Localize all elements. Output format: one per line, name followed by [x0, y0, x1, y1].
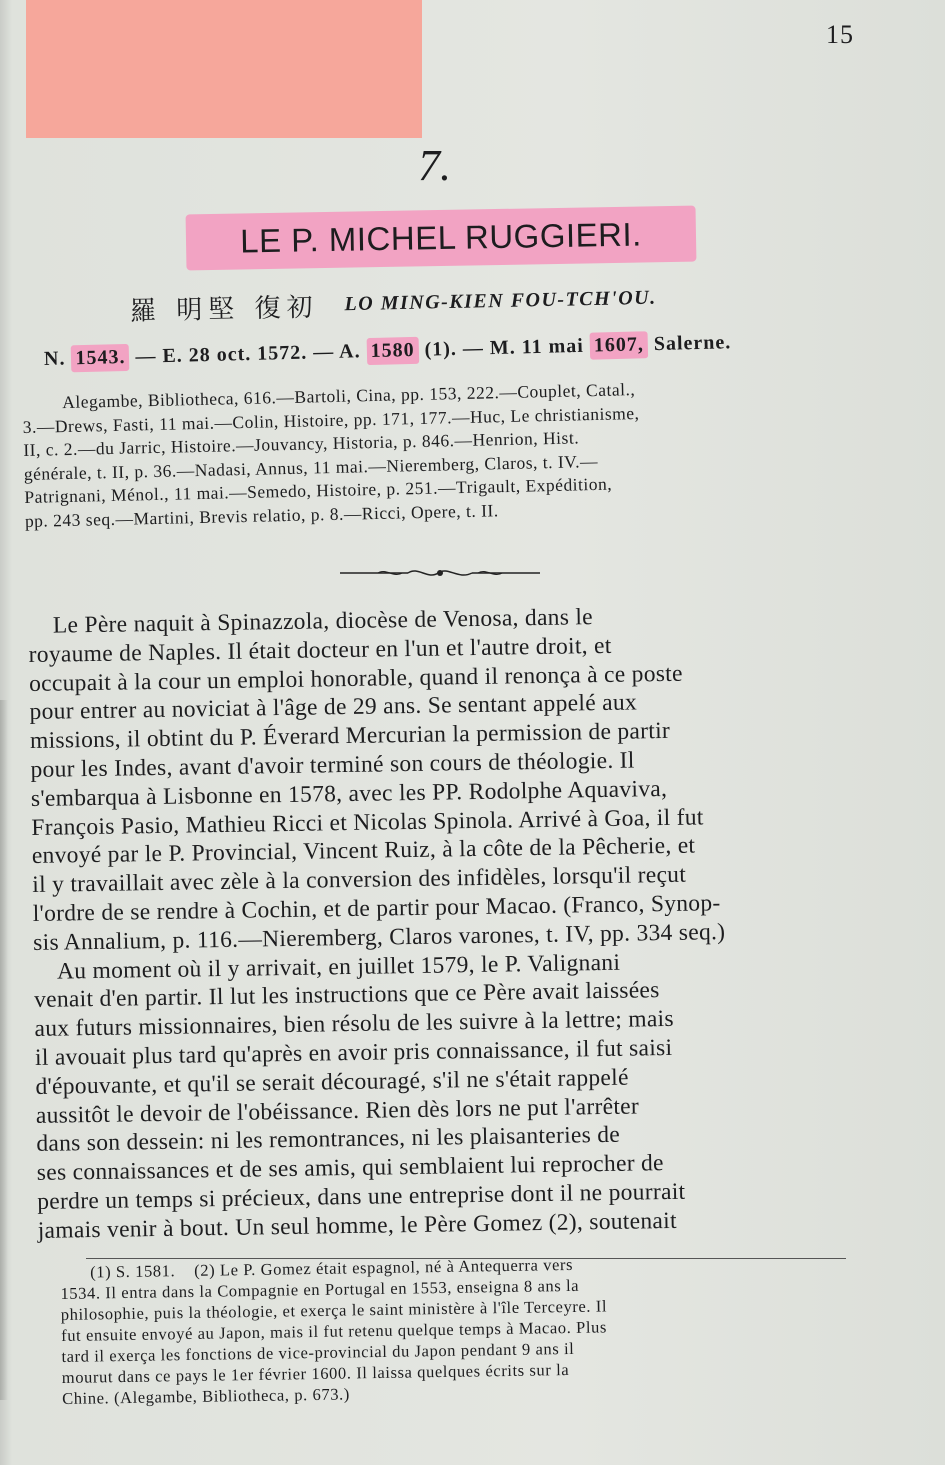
body-line: missions, il obtint du P. Éverard Mercurian la permission de partir — [29, 718, 671, 755]
body-line: François Pasio, Mathieu Ricci et Nicolas Spinola. Arrivé à Goa, il fut — [31, 803, 704, 841]
footnote-line: mourut dans ce pays le 1er février 1600. Il laissa quelques écrits sur la — [61, 1360, 570, 1387]
bibliography — [22, 373, 867, 533]
body-line: sis Annalium, p. 116.—Nieremberg, Claros varones, t. IV, pp. 334 seq.) — [32, 918, 726, 956]
body-line: d'épouvante, et qu'il se serait découragé, s'il ne s'était rappelé — [35, 1064, 629, 1100]
body-line: il avouait plus tard qu'après en avoir pris connaissance, il fut saisi — [34, 1034, 673, 1071]
body-line: royaume de Naples. Il était docteur en l'un et l'autre droit, et — [28, 632, 612, 668]
dates-line — [44, 322, 845, 376]
body-line: il y travaillait avec zèle à la conversion des infidèles, lorsqu'il reçut — [32, 861, 687, 899]
footnote-line: tard il exerça les fonctions de vice-provincial du Japon pendant 9 ans il — [61, 1338, 575, 1366]
arrival-year-highlight: 1580 — [366, 336, 419, 364]
body-line: l'ordre de se rendre à Cochin, et de partir pour Macao. (Franco, Synop- — [32, 890, 721, 927]
n-label: N. — [43, 346, 66, 370]
body-line: jamais venir à bout. Un seul homme, le Père Gomez (2), soutenait — [37, 1207, 678, 1244]
page-edge-shadow — [0, 700, 8, 1400]
body-line: venait d'en partir. Il lut les instructions que ce Père avait laissées — [33, 977, 660, 1014]
body-line: Le Père naquit à Spinazzola, diocèse de Venosa, dans le — [28, 604, 594, 639]
page-title: LE P. MICHEL RUGGIERI. — [186, 206, 697, 271]
body-line: aussitôt le devoir de l'obéissance. Rien dès lors ne put l'arrêter — [35, 1093, 640, 1129]
death-place: Salerne. — [653, 330, 732, 355]
body-line: s'embarqua à Lisbonne en 1578, avec les PP. Rodolphe Aquaviva, — [30, 775, 668, 812]
footnote-line: (1) S. 1581. (2) Le P. Gomez était espagnol, né à Antequerra vers — [90, 1254, 574, 1282]
death-year-highlight: 1607, — [589, 331, 648, 359]
name-row — [130, 275, 771, 328]
footnote-line: 1534. Il entra dans la Compagnie en Portugal en 1553, enseigna 8 ans la — [60, 1275, 580, 1303]
romanized-name: LO MING-KIEN FOU-TCH'OU. — [344, 286, 657, 315]
footnote-line: fut ensuite envoyé au Japon, mais il fut retenu quelque temps à Macao. Plus — [61, 1317, 608, 1345]
body-line: pour entrer au noviciat à l'âge de 29 ans. Se sentant appelé aux — [29, 689, 638, 726]
entry-date: — E. 28 oct. 1572. — A. — [135, 339, 361, 368]
footnote-line: Chine. (Alegambe, Bibliotheca, p. 673.) — [61, 1384, 351, 1408]
body-line: Au moment où il y arrivait, en juillet 1579, le P. Valignani — [33, 949, 621, 985]
body-text — [28, 599, 868, 1245]
n-value-highlight: 1543. — [71, 343, 130, 371]
body-line: perdre un temps si précieux, dans une entreprise dont il ne pourrait — [37, 1178, 686, 1215]
arrival-note: (1). — M. 11 mai — [424, 334, 585, 361]
biblio-line: II, c. 2.—du Jarric, Histoire.—Jouvancy, Historia, p. 846.—Henrion, Hist. — [23, 427, 580, 460]
biblio-line: générale, t. II, p. 36.—Nadasi, Annus, 11 mai.—Nieremberg, Claros, t. IV.— — [23, 450, 599, 484]
body-line: dans son dessein: ni les remontrances, ni les plaisanteries de — [36, 1122, 621, 1158]
ornament-divider — [338, 566, 542, 580]
footnotes — [60, 1249, 862, 1409]
sticky-note — [26, 0, 422, 138]
body-line: occupait à la cour un emploi honorable, quand il renonça à ce poste — [28, 660, 683, 697]
body-line: ses connaissances et de ses amis, qui semblaient lui reprocher de — [36, 1150, 664, 1187]
chinese-name: 羅 明堅 復初 — [129, 292, 319, 327]
body-line: aux futurs missionnaires, bien résolu de les suivre à la lettre; mais — [34, 1006, 675, 1043]
chapter-number: 7. — [418, 141, 451, 190]
footnote-line: philosophie, puis la théologie, et exerça le saint ministère à l'île Terceyre. Il — [60, 1296, 608, 1324]
biblio-line: Alegambe, Bibliotheca, 616.—Bartoli, Cina, pp. 153, 222.—Couplet, Catal., — [62, 379, 636, 413]
biblio-line: 3.—Drews, Fasti, 11 mai.—Colin, Histoire, pp. 171, 177.—Huc, Le christianisme, — [22, 402, 640, 437]
body-line: envoyé par le P. Provincial, Vincent Ruiz, à la côte de la Pêcherie, et — [31, 832, 696, 870]
body-line: pour les Indes, avant d'avoir terminé son cours de théologie. Il — [30, 747, 635, 783]
page-number: 15 — [826, 20, 854, 49]
biblio-line: Patrignani, Ménol., 11 mai.—Semedo, Histoire, p. 251.—Trigault, Expédition, — [24, 473, 613, 507]
biblio-line: pp. 243 seq.—Martini, Brevis relatio, p. 8.—Ricci, Opere, t. II. — [24, 499, 499, 531]
